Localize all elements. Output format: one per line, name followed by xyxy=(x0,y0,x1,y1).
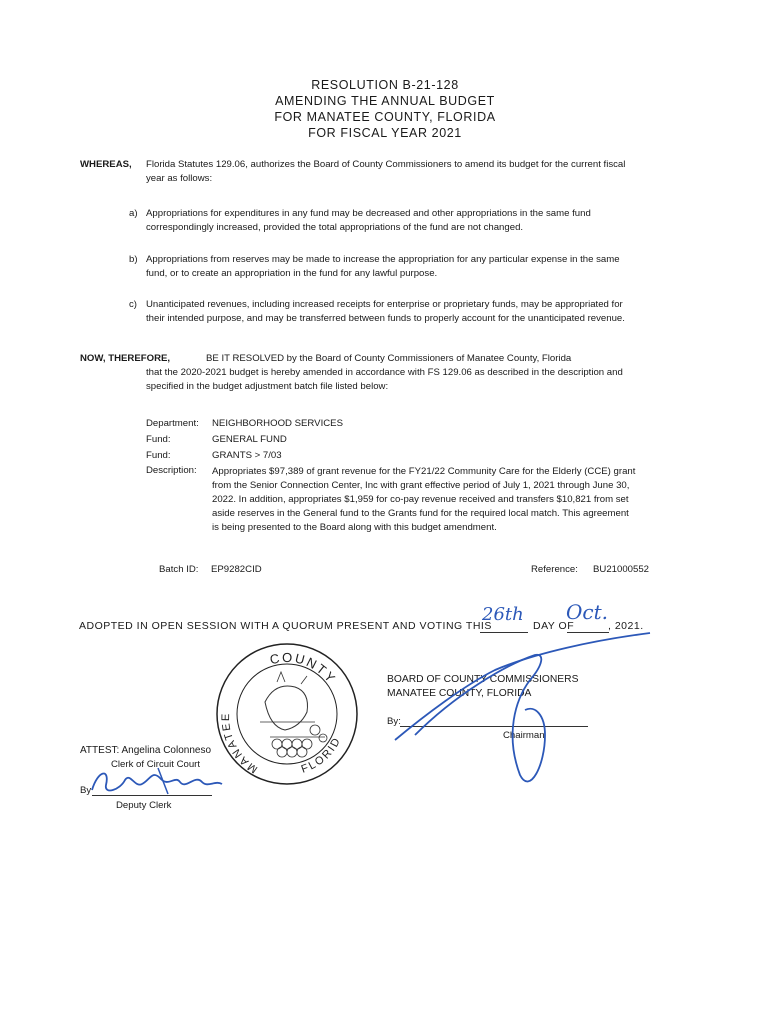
batch-id-value: EP9282CID xyxy=(211,564,262,575)
description-label: Description: xyxy=(146,465,197,476)
attest-line-1: ATTEST: Angelina Colonneso xyxy=(80,745,212,756)
batch-id-label: Batch ID: xyxy=(159,564,199,575)
fund-label-2: Fund: xyxy=(146,450,171,461)
title-line-3: FOR MANATEE COUNTY, FLORIDA xyxy=(274,110,496,124)
resolution-number: RESOLUTION B-21-128 xyxy=(311,78,459,92)
deputy-clerk-signature xyxy=(80,760,230,805)
county-seal-graphic xyxy=(215,642,360,787)
item-c-marker: c) xyxy=(129,299,137,310)
item-a-marker: a) xyxy=(129,208,138,219)
department-label: Department: xyxy=(146,418,199,429)
deputy-clerk-title: Deputy Clerk xyxy=(116,800,172,811)
description-line-4: aside reserves in the General fund to the Grants fund for the required local match. This agreement xyxy=(212,508,629,519)
now-line-1: BE IT RESOLVED by the Board of County Commissioners of Manatee County, Florida xyxy=(206,353,572,364)
now-line-2: that the 2020-2021 budget is hereby amended in accordance with FS 129.06 as described in the description and xyxy=(146,367,623,378)
now-line-3: specified in the budget adjustment batch file listed below: xyxy=(146,381,389,392)
fund-label-1: Fund: xyxy=(146,434,171,445)
reference-value: BU21000552 xyxy=(593,564,650,575)
month-handwritten: Oct. xyxy=(566,600,608,624)
whereas-line-2: year as follows: xyxy=(146,173,213,184)
item-a-line-2: correspondingly increased, provided the total appropriations of the fund are not changed. xyxy=(146,222,524,233)
adopted-text: ADOPTED IN OPEN SESSION WITH A QUORUM PRESENT AND VOTING THIS xyxy=(79,620,492,632)
attest-line-2: Clerk of Circuit Court xyxy=(111,759,201,770)
board-line-2: MANATEE COUNTY, FLORIDA xyxy=(387,688,532,699)
item-c-line-1: Unanticipated revenues, including increased receipts for enterprise or proprietary funds, may be appropriated for xyxy=(146,299,623,310)
board-by-label: By: xyxy=(387,716,401,727)
description-line-3: 2022. In addition, appropriates $1,959 for co-pay revenue received and transfers $10,821 from set xyxy=(212,494,629,505)
attest-by-label: By xyxy=(80,785,92,796)
description-line-5: is being presented to the Board along with this budget amendment. xyxy=(212,522,497,533)
board-line-1: BOARD OF COUNTY COMMISSIONERS xyxy=(387,674,579,685)
seal-top-text: COUNTY xyxy=(268,649,340,687)
whereas-line-1: Florida Statutes 129.06, authorizes the Board of County Commissioners to amend its budget for the current fiscal xyxy=(146,159,626,170)
seal-right-text: FLORID xyxy=(299,734,344,776)
item-b-line-1: Appropriations from reserves may be made to increase the appropriation for any particular expense in the same xyxy=(146,254,620,265)
svg-text:COUNTY xyxy=(268,650,339,687)
item-a-line-1: Appropriations for expenditures in any fund may be decreased and other appropriations in the same fund xyxy=(146,208,591,219)
day-of-label: DAY OF xyxy=(533,620,575,632)
description-line-1: Appropriates $97,389 of grant revenue for the FY21/22 Community Care for the Elderly (CCE) grant xyxy=(212,466,636,477)
title-line-2: AMENDING THE ANNUAL BUDGET xyxy=(275,94,495,108)
description-line-2: from the Senior Connection Center, Inc with grant effective period of July 1, 2021 through June 30, xyxy=(212,480,630,491)
item-b-line-2: fund, or to create an appropriation in the fund for any lawful purpose. xyxy=(146,268,438,279)
reference-label: Reference: xyxy=(531,564,578,575)
title-line-4: FOR FISCAL YEAR 2021 xyxy=(308,126,462,140)
seal-left-text: MANATEE xyxy=(220,711,260,776)
fund-value-1: GENERAL FUND xyxy=(212,434,287,445)
day-handwritten: 26th xyxy=(482,604,524,625)
year-text: , 2021. xyxy=(608,620,644,632)
whereas-label: WHEREAS, xyxy=(80,159,132,170)
item-c-line-2: their intended purpose, and may be transferred between funds to properly account for the unanticipated revenue. xyxy=(146,313,625,324)
chairman-title: Chairman xyxy=(503,730,545,741)
department-value: NEIGHBORHOOD SERVICES xyxy=(212,418,343,429)
now-therefore-label: NOW, THEREFORE, xyxy=(80,353,171,364)
fund-value-2: GRANTS > 7/03 xyxy=(212,450,282,461)
item-b-marker: b) xyxy=(129,254,138,265)
chairman-signature xyxy=(385,625,665,795)
county-seal xyxy=(215,642,360,787)
